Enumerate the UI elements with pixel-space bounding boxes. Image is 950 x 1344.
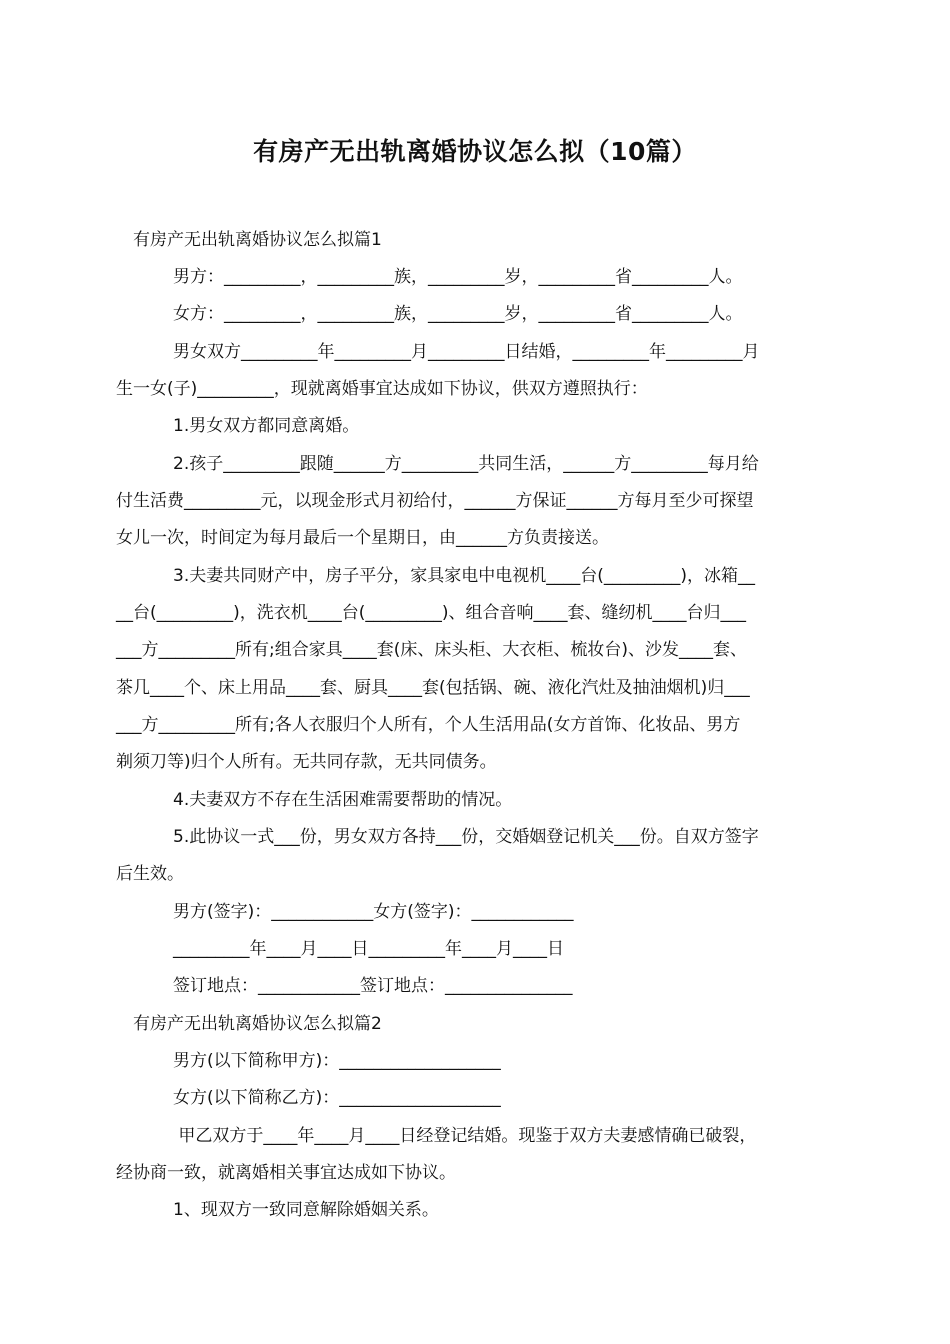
date-line: _________年____月____日_________年____月____日: [173, 939, 564, 959]
paragraph-line: 剃须刀等)归个人所有。无共同存款，无共同债务。: [116, 752, 497, 772]
paragraph-line: 2.孩子_________跟随______方_________共同生活，______方_________每月给: [173, 454, 759, 474]
party-line: 女方(以下简称乙方)：___________________: [173, 1088, 501, 1108]
paragraph-line: 付生活费_________元，以现金形式月初给付，______方保证______方每月至少可探望: [116, 491, 754, 511]
paragraph-line: 男女双方_________年_________月_________日结婚，_________年_________月: [173, 342, 760, 362]
paragraph-line: 5.此协议一式___份，男女双方各持___份，交婚姻登记机关___份。自双方签字: [173, 827, 759, 847]
paragraph-line: 甲乙双方于____年____月____日经登记结婚。现鉴于双方夫妻感情确已破裂，: [173, 1126, 757, 1146]
section-heading-2: 有房产无出轨离婚协议怎么拟篇2: [133, 1014, 382, 1034]
paragraph-line: 3.夫妻共同财产中，房子平分，家具家电中电视机____台(_________)，冰箱__: [173, 566, 755, 586]
paragraph-line: 1、现双方一致同意解除婚姻关系。: [173, 1200, 439, 1220]
signature-line: 男方(签字)：____________女方(签字)：____________: [173, 902, 574, 922]
paragraph-line: 男方：_________，_________族，_________岁，_________省_________人。: [173, 267, 743, 287]
paragraph-line: 女儿一次，时间定为每月最后一个星期日，由______方负责接送。: [116, 528, 609, 548]
paragraph-line: 经协商一致，就离婚相关事宜达成如下协议。: [116, 1163, 456, 1183]
paragraph-line: 1.男女双方都同意离婚。: [173, 416, 360, 436]
paragraph-line: 生一女(子)_________，现就离婚事宜达成如下协议，供双方遵照执行：: [116, 379, 648, 399]
paragraph-line: __台(_________)，洗衣机____台(_________)、组合音响____套、缝纫机____台归___: [116, 603, 747, 623]
section-heading-1: 有房产无出轨离婚协议怎么拟篇1: [133, 230, 382, 250]
paragraph-line: 4.夫妻双方不存在生活困难需要帮助的情况。: [173, 790, 513, 810]
paragraph-line: ___方_________所有;各人衣服归个人所有，个人生活用品(女方首饰、化妆品、男方: [116, 715, 741, 735]
paragraph-line: 后生效。: [116, 864, 184, 884]
paragraph-line: 茶几____个、床上用品____套、厨具____套(包括锅、碗、液化汽灶及抽油烟机)归___: [116, 678, 750, 698]
paragraph-line: ___方_________所有;组合家具____套(床、床头柜、大衣柜、梳妆台)、沙发____套、: [116, 640, 747, 660]
paragraph-line: 女方：_________，_________族，_________岁，_________省_________人。: [173, 304, 743, 324]
party-line: 男方(以下简称甲方)：___________________: [173, 1051, 501, 1071]
location-line: 签订地点：____________签订地点：_______________: [173, 976, 573, 996]
document-title: 有房产无出轨离婚协议怎么拟（10篇）: [253, 137, 697, 166]
